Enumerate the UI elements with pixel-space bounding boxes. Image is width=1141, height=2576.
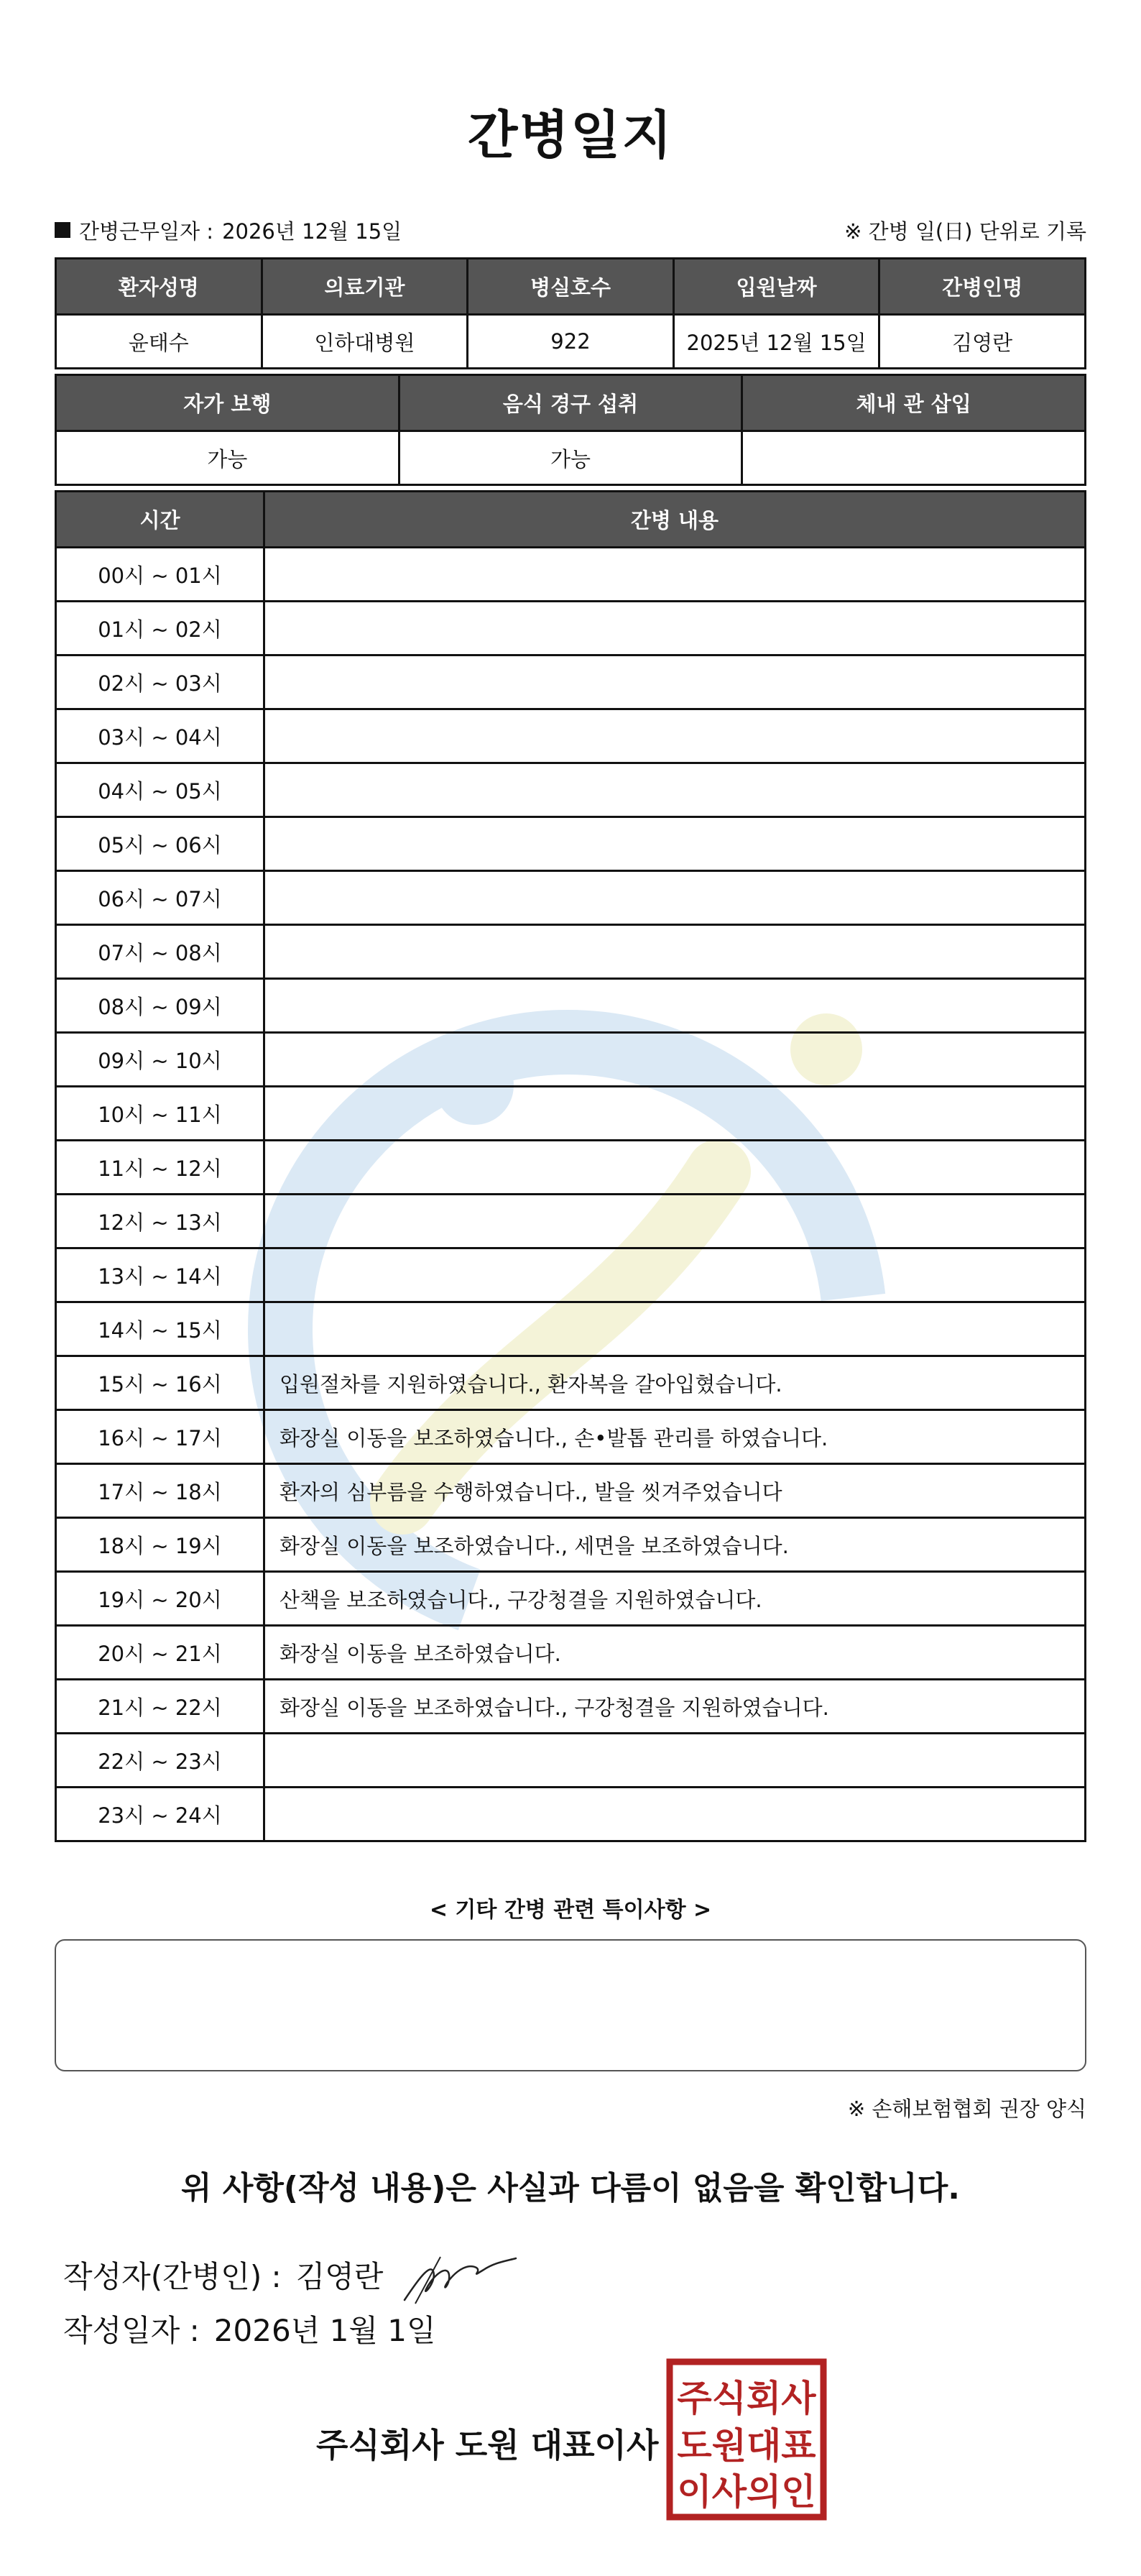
company-seal-stamp bbox=[665, 2358, 828, 2521]
patient-name: 윤태수 bbox=[56, 315, 262, 369]
time-cell: 01시 ~ 02시 bbox=[56, 602, 264, 656]
content-cell: 화장실 이동을 보조하였습니다., 손•발톱 관리를 하였습니다. bbox=[264, 1410, 1086, 1464]
table-row bbox=[56, 1410, 1086, 1464]
header-time: 시간 bbox=[56, 492, 264, 548]
seal-line: 주식회사 bbox=[677, 2378, 816, 2419]
content-cell: 화장실 이동을 보조하였습니다., 세면을 보조하였습니다. bbox=[264, 1518, 1086, 1572]
walking-value: 가능 bbox=[56, 431, 399, 485]
table-row bbox=[56, 1248, 1086, 1302]
time-cell: 20시 ~ 21시 bbox=[56, 1626, 264, 1680]
header-caregiver: 간병인명 bbox=[879, 259, 1086, 315]
content-cell bbox=[264, 656, 1086, 709]
caregiver-name: 김영란 bbox=[879, 315, 1086, 369]
time-cell: 11시 ~ 12시 bbox=[56, 1141, 264, 1195]
content-cell bbox=[264, 817, 1086, 871]
table-row bbox=[56, 431, 1086, 485]
confirmation-statement: 위 사항(작성 내용)은 사실과 다름이 없음을 확인합니다. bbox=[181, 2170, 960, 2207]
table-row bbox=[56, 656, 1086, 709]
content-cell: 화장실 이동을 보조하였습니다. bbox=[264, 1626, 1086, 1680]
company-representative: 주식회사 도원 대표이사 bbox=[316, 2426, 659, 2465]
seal-line: 이사의인 bbox=[677, 2471, 816, 2513]
record-note: ※ 간병 일(日) 단위로 기록 bbox=[844, 218, 1086, 244]
content-cell bbox=[264, 1788, 1086, 1841]
table-row bbox=[56, 548, 1086, 602]
table-row bbox=[56, 1626, 1086, 1680]
time-cell: 02시 ~ 03시 bbox=[56, 656, 264, 709]
header-admission-date: 입원날짜 bbox=[673, 259, 879, 315]
table-row bbox=[56, 602, 1086, 656]
time-cell: 05시 ~ 06시 bbox=[56, 817, 264, 871]
writer-line bbox=[63, 2242, 519, 2307]
time-cell: 03시 ~ 04시 bbox=[56, 709, 264, 763]
header-hospital: 의료기관 bbox=[262, 259, 468, 315]
content-cell bbox=[264, 1734, 1086, 1788]
content-cell bbox=[264, 709, 1086, 763]
table-header-row bbox=[56, 492, 1086, 548]
table-row bbox=[56, 1464, 1086, 1518]
form-note: ※ 손해보험협회 권장 양식 bbox=[847, 2097, 1086, 2121]
content-cell bbox=[264, 925, 1086, 979]
writer-name: 김영란 bbox=[295, 2259, 384, 2294]
table-row bbox=[56, 1572, 1086, 1626]
content-cell bbox=[264, 1087, 1086, 1141]
time-cell: 22시 ~ 23시 bbox=[56, 1734, 264, 1788]
meta-row bbox=[55, 213, 1086, 247]
content-cell: 입원절차를 지원하였습니다., 환자복을 갈아입혔습니다. bbox=[264, 1356, 1086, 1410]
header-room: 병실호수 bbox=[468, 259, 674, 315]
table-row bbox=[56, 817, 1086, 871]
time-cell: 21시 ~ 22시 bbox=[56, 1680, 264, 1734]
table-row bbox=[56, 1734, 1086, 1788]
table-row bbox=[56, 315, 1086, 369]
time-cell: 13시 ~ 14시 bbox=[56, 1248, 264, 1302]
room-number: 922 bbox=[468, 315, 674, 369]
table-row bbox=[56, 979, 1086, 1033]
written-date: 2026년 1월 1일 bbox=[213, 2313, 436, 2348]
time-cell: 08시 ~ 09시 bbox=[56, 979, 264, 1033]
table-row bbox=[56, 1788, 1086, 1841]
table-row bbox=[56, 1141, 1086, 1195]
table-header-row bbox=[56, 259, 1086, 315]
content-cell bbox=[264, 548, 1086, 602]
table-row bbox=[56, 1356, 1086, 1410]
time-cell: 07시 ~ 08시 bbox=[56, 925, 264, 979]
time-cell: 09시 ~ 10시 bbox=[56, 1033, 264, 1087]
table-row bbox=[56, 1680, 1086, 1734]
time-cell: 15시 ~ 16시 bbox=[56, 1356, 264, 1410]
content-cell: 화장실 이동을 보조하였습니다., 구강청결을 지원하였습니다. bbox=[264, 1680, 1086, 1734]
tube-value bbox=[742, 431, 1086, 485]
time-cell: 19시 ~ 20시 bbox=[56, 1572, 264, 1626]
content-cell bbox=[264, 602, 1086, 656]
content-cell: 산책을 보조하였습니다., 구강청결을 지원하였습니다. bbox=[264, 1572, 1086, 1626]
time-cell: 23시 ~ 24시 bbox=[56, 1788, 264, 1841]
page-title: 간병일지 bbox=[467, 105, 674, 165]
table-row bbox=[56, 1302, 1086, 1356]
time-cell: 17시 ~ 18시 bbox=[56, 1464, 264, 1518]
content-cell bbox=[264, 1141, 1086, 1195]
written-date-label: 작성일자 : bbox=[63, 2313, 200, 2348]
table-row bbox=[56, 1195, 1086, 1248]
seal-line: 도원대표 bbox=[677, 2425, 816, 2467]
patient-info-table bbox=[55, 257, 1086, 369]
time-cell: 10시 ~ 11시 bbox=[56, 1087, 264, 1141]
content-cell bbox=[264, 1195, 1086, 1248]
content-cell bbox=[264, 979, 1086, 1033]
table-header-row bbox=[56, 375, 1086, 431]
time-cell: 06시 ~ 07시 bbox=[56, 871, 264, 925]
table-row bbox=[56, 1033, 1086, 1087]
content-cell bbox=[264, 1033, 1086, 1087]
square-bullet-icon bbox=[55, 222, 70, 238]
time-cell: 12시 ~ 13시 bbox=[56, 1195, 264, 1248]
header-walking: 자가 보행 bbox=[56, 375, 399, 431]
written-date-line bbox=[63, 2307, 436, 2350]
time-cell: 14시 ~ 15시 bbox=[56, 1302, 264, 1356]
remarks-title: < 기타 간병 관련 특이사항 > bbox=[429, 1898, 712, 1923]
time-cell: 04시 ~ 05시 bbox=[56, 763, 264, 817]
care-log-table bbox=[55, 490, 1086, 1842]
patient-status-table bbox=[55, 374, 1086, 486]
table-row bbox=[56, 1087, 1086, 1141]
hospital: 인하대병원 bbox=[262, 315, 468, 369]
work-date-label: 간병근무일자 : bbox=[79, 218, 214, 244]
header-patient-name: 환자성명 bbox=[56, 259, 262, 315]
remarks-box bbox=[55, 1939, 1086, 2071]
table-row bbox=[56, 763, 1086, 817]
content-cell: 환자의 심부름을 수행하였습니다., 발을 씻겨주었습니다 bbox=[264, 1464, 1086, 1518]
content-cell bbox=[264, 1302, 1086, 1356]
content-cell bbox=[264, 763, 1086, 817]
table-row bbox=[56, 1518, 1086, 1572]
work-date: 2026년 12월 15일 bbox=[222, 218, 402, 244]
table-row bbox=[56, 871, 1086, 925]
content-cell bbox=[264, 871, 1086, 925]
time-cell: 00시 ~ 01시 bbox=[56, 548, 264, 602]
table-row bbox=[56, 925, 1086, 979]
oral-intake-value: 가능 bbox=[399, 431, 742, 485]
admission-date: 2025년 12월 15일 bbox=[673, 315, 879, 369]
content-cell bbox=[264, 1248, 1086, 1302]
time-cell: 16시 ~ 17시 bbox=[56, 1410, 264, 1464]
time-cell: 18시 ~ 19시 bbox=[56, 1518, 264, 1572]
header-tube: 체내 관 삽입 bbox=[742, 375, 1086, 431]
signature-image bbox=[397, 2242, 519, 2307]
writer-label: 작성자(간병인) : bbox=[63, 2259, 282, 2294]
table-row bbox=[56, 709, 1086, 763]
header-care-content: 간병 내용 bbox=[264, 492, 1086, 548]
header-oral-intake: 음식 경구 섭취 bbox=[399, 375, 742, 431]
